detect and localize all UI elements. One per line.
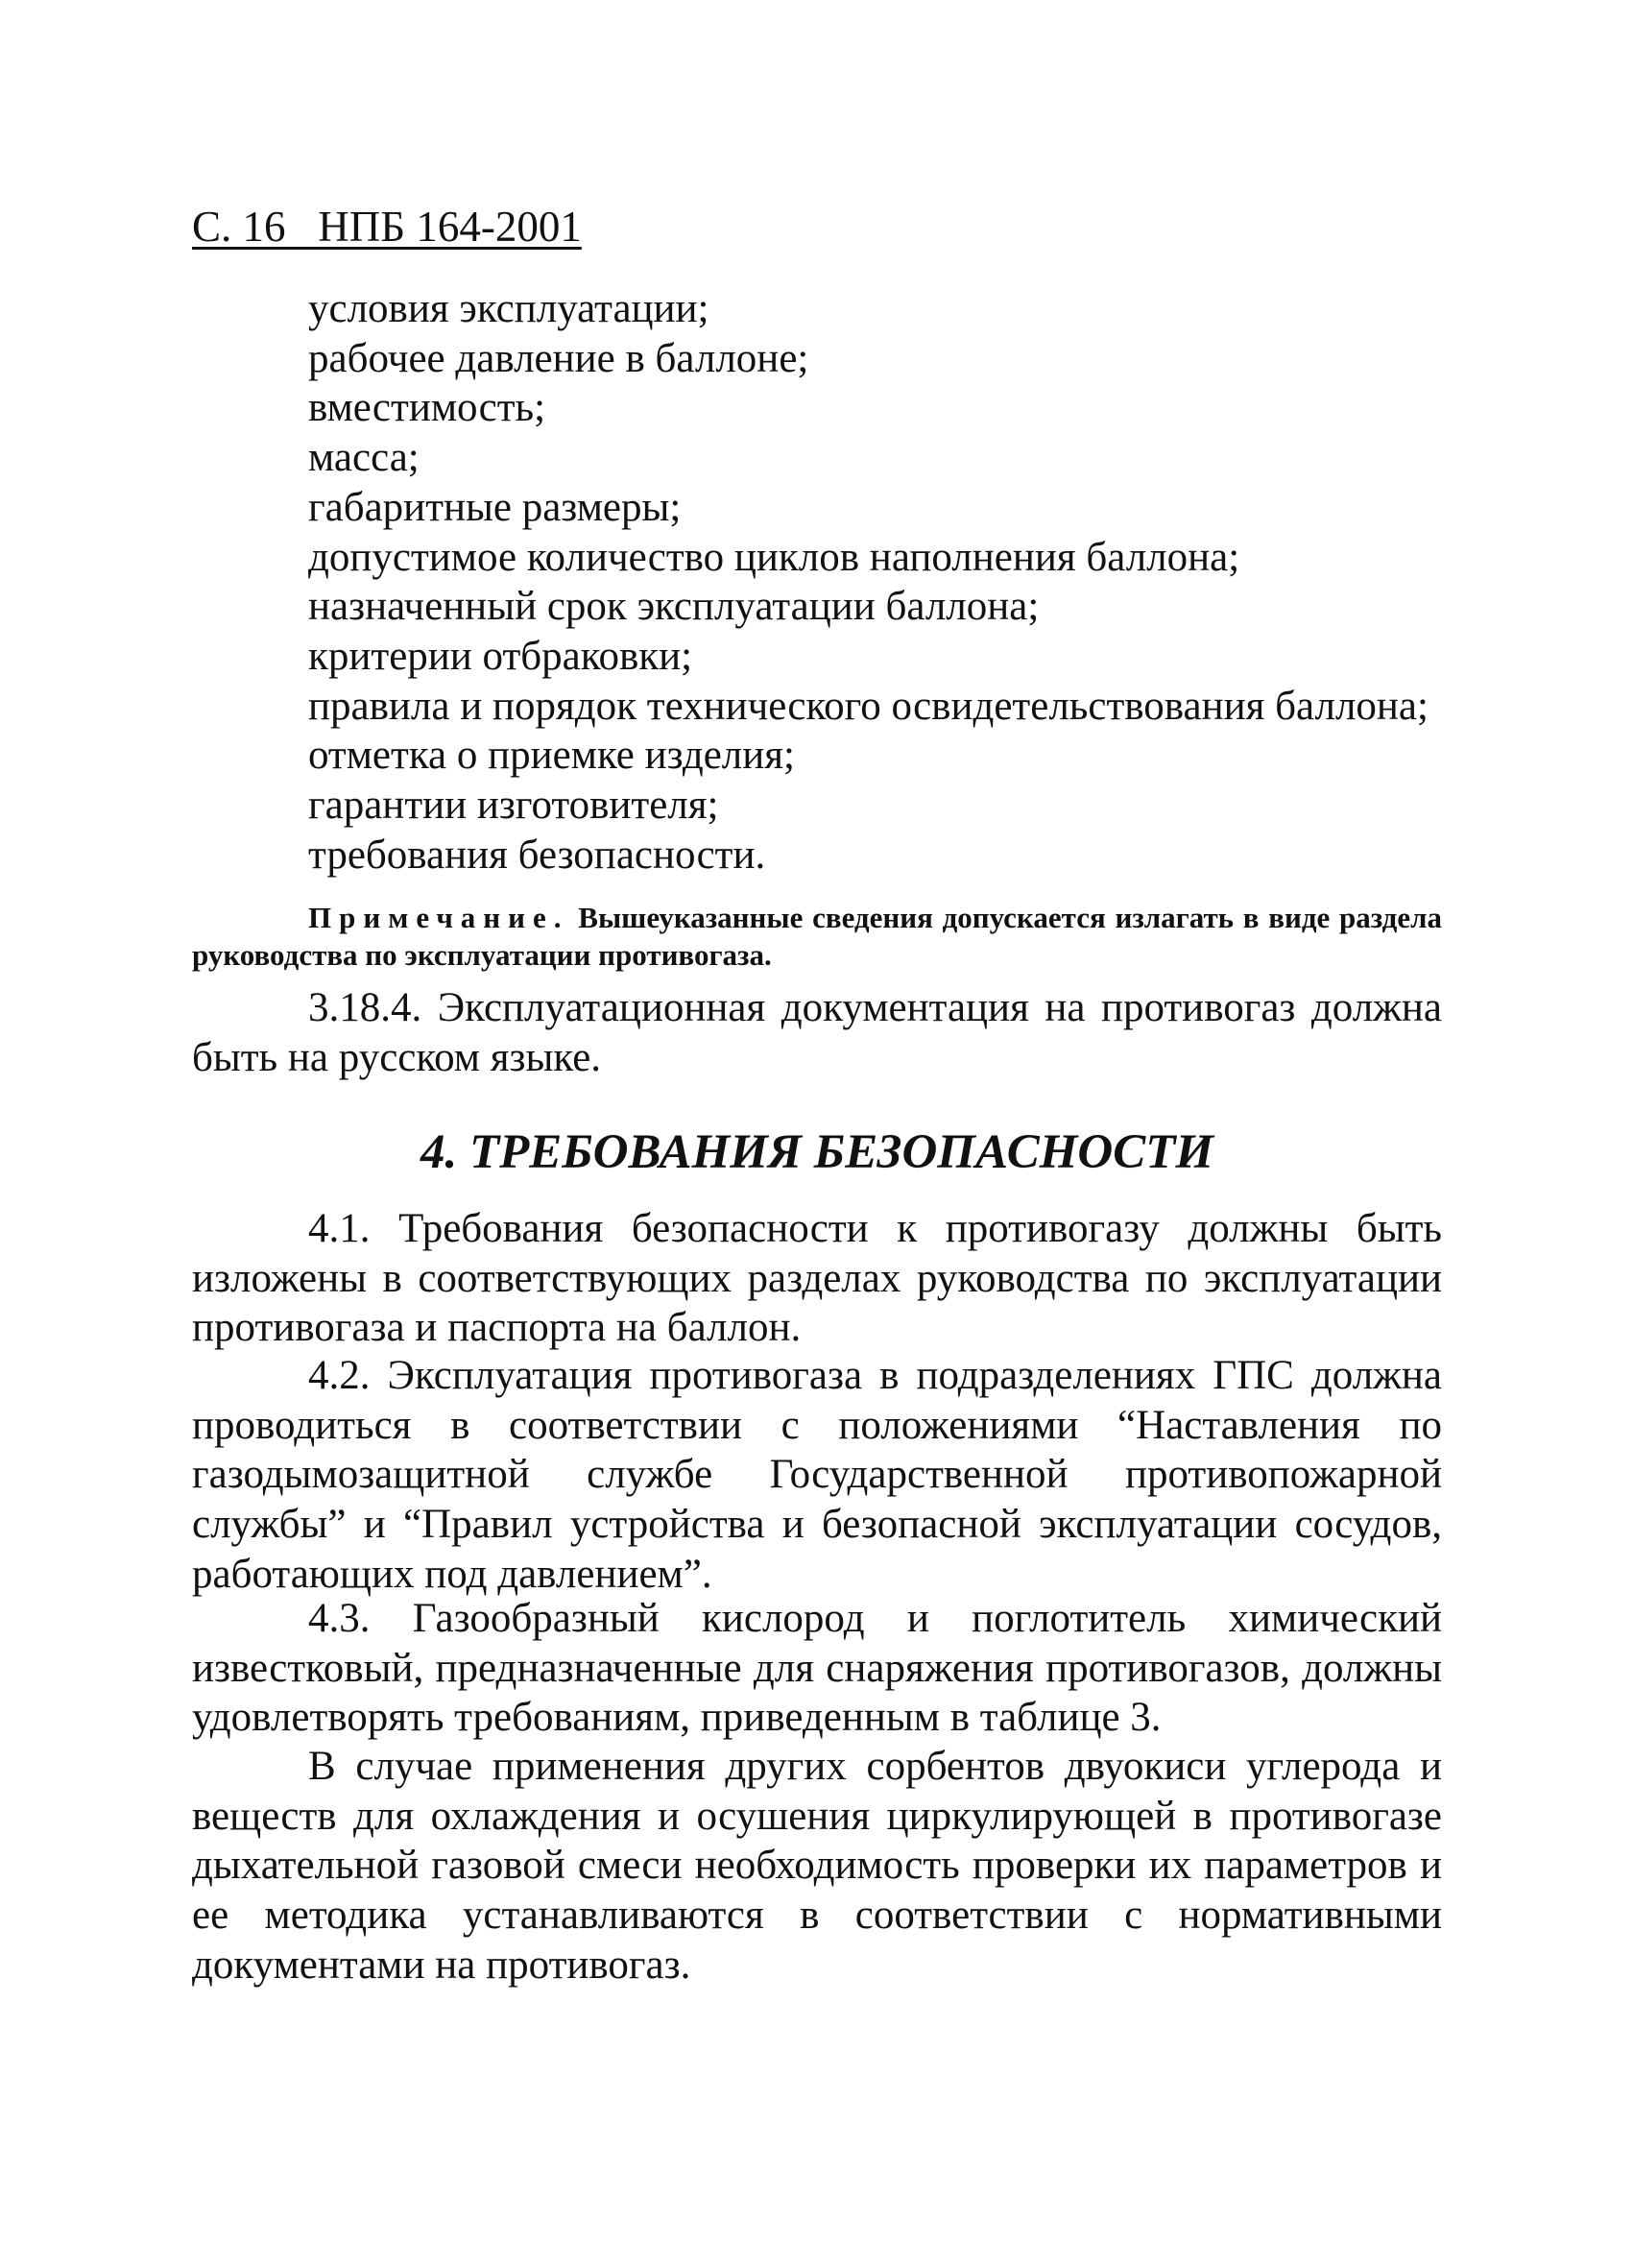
list-item: критерии отбраковки; xyxy=(308,633,693,679)
page-header: С. 16 НПБ 164-2001 xyxy=(192,203,582,251)
clause-4-1: 4.1. Требования безопасности к противогазу должны быть изложены в соответствующих разделах руководства по эксплуатации противогаза и паспорта на баллон. xyxy=(192,1206,1442,1351)
list-item: допустимое количество циклов наполнения баллона; xyxy=(308,534,1240,580)
list-item: требования безопасности. xyxy=(308,832,766,878)
list-item: отметка о приемке изделия; xyxy=(308,733,795,779)
list-item: правила и порядок технического освидетельствования баллона; xyxy=(308,683,1429,729)
clause-4-3: 4.3. Газообразный кислород и поглотитель химический известковый, предназначенные для снаряжения противогазов, должны удовлетворять требованиям, приведенным в таблице 3. xyxy=(192,1596,1442,1741)
note-text: Вышеуказанные сведения допускается излагать в виде раздела руководства по эксплуатации противогаза. xyxy=(192,901,1443,972)
clause-3-18-4: 3.18.4. Эксплуатационная документация на противогаз должна быть на русском языке. xyxy=(192,985,1442,1080)
section-title: 4. ТРЕБОВАНИЯ БЕЗОПАСНОСТИ xyxy=(420,1125,1214,1179)
document-requirements-list xyxy=(192,284,1442,880)
list-item: гарантии изготовителя; xyxy=(308,783,719,829)
list-item: назначенный срок эксплуатации баллона; xyxy=(308,584,1040,630)
note-label: Примечание. xyxy=(308,901,569,934)
clause-4-3-paragraph: В случае применения других сорбентов двуокиси углерода и веществ для охлаждения и осушения циркулирующей в противогазе дыхательной газовой смеси необходимость проверки их параметров и ее методика устанавливаются в соответствии с нормативными документами на противогаз. xyxy=(192,1744,1442,1988)
list-item: масса; xyxy=(308,435,420,481)
list-item: условия эксплуатации; xyxy=(308,286,709,331)
clause-4-2: 4.2. Эксплуатация противогаза в подразделениях ГПС должна проводиться в соответствии с положениями “Наставления по газодымозащитной службе Государственной противопожарной службы” и “Правил устройства и безопасной эксплуатации сосудов, работающих под давлением”. xyxy=(192,1353,1442,1597)
list-item: рабочее давление в баллоне; xyxy=(308,335,809,381)
note xyxy=(192,899,1442,974)
list-item: габаритные размеры; xyxy=(308,484,682,530)
list-item: вместимость; xyxy=(308,385,546,431)
